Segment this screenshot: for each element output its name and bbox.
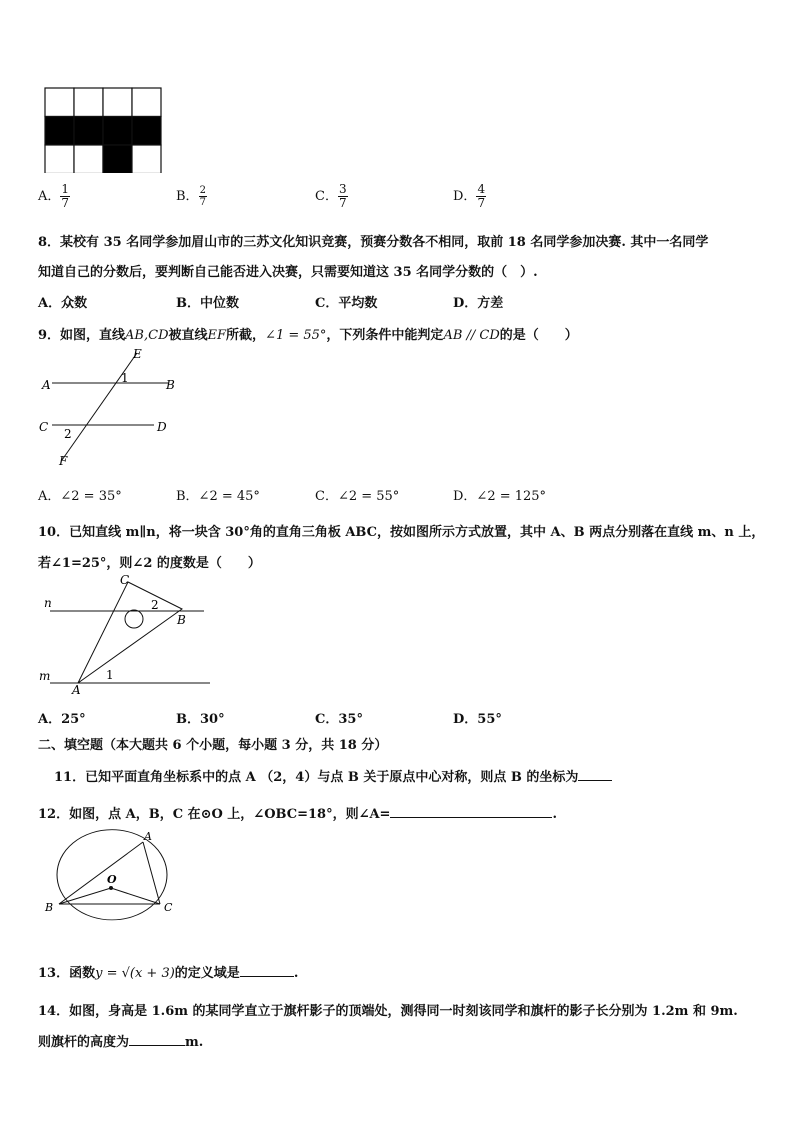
angle-1-label: 1 — [121, 371, 129, 385]
fraction: $\frac{2}{7}$ — [199, 185, 206, 208]
q10-option-b[interactable]: B．30° — [176, 712, 225, 727]
q10-option-c[interactable]: C．35° — [315, 712, 363, 727]
fraction: $\frac{1}{7}$ — [61, 182, 70, 211]
q8-stem-line1: 8．某校有 35 名同学参加眉山市的三苏文化知识竞赛，预赛分数各不相同，取前 18 名同学参加决赛. 其中一名同学 — [38, 235, 709, 250]
q8-option-d[interactable]: D．方差 — [453, 296, 504, 311]
q12-answer-blank[interactable] — [390, 805, 552, 818]
q10-figure — [36, 572, 216, 698]
grid-cell-white — [74, 88, 103, 117]
q7-option-b[interactable]: B． $\frac{2}{7}$ — [176, 185, 206, 208]
q9-option-a[interactable]: A．∠2 = 35° — [38, 489, 122, 504]
q7-option-c[interactable]: C． $\frac{3}{7}$ — [315, 182, 347, 211]
q9-stem: 9．如图，直线AB,CD被直线EF所截，∠1 = 55°，下列条件中能判定AB // CD的是（ ） — [38, 328, 578, 343]
q13-answer-blank[interactable] — [240, 964, 294, 977]
grid-cell-white — [103, 88, 132, 117]
grid-cell-white — [74, 145, 103, 173]
vertex-a-label: A — [72, 683, 81, 697]
angle-1-label: 1 — [106, 668, 114, 682]
point-c-label: C — [164, 901, 173, 914]
q12-stem: 12．如图，点 A，B，C 在⊙O 上，∠OBC=18°，则∠A= . — [38, 807, 557, 822]
fraction: $\frac{4}{7}$ — [477, 182, 486, 211]
point-a-label: A — [144, 830, 152, 843]
q11-answer-blank[interactable] — [578, 768, 612, 781]
section-2-heading: 二、填空题（本大题共 6 个小题，每小题 3 分，共 18 分） — [38, 738, 388, 753]
q9-option-d[interactable]: D．∠2 = 125° — [453, 489, 547, 504]
q14-answer-blank[interactable] — [129, 1033, 185, 1046]
label-c: C — [39, 420, 49, 434]
grid-cell-black — [132, 117, 161, 146]
fraction: $\frac{3}{7}$ — [338, 182, 347, 211]
vertex-c-label: C — [120, 573, 130, 587]
q12-circle-figure — [40, 826, 186, 924]
label-e: E — [133, 347, 142, 361]
q8-stem-line2: 知道自己的分数后，要判断自己能否进入决赛，只需要知道这 35 名同学分数的（ ）. — [38, 265, 538, 280]
angle-2-label: 2 — [64, 427, 72, 441]
point-b-label: B — [45, 901, 54, 914]
grid-cell-black — [103, 117, 132, 146]
q9-figure — [36, 344, 186, 470]
grid-cell-white — [45, 88, 74, 117]
q10-stem-line2: 若∠1=25°，则∠2 的度数是（ ） — [38, 556, 261, 571]
q14-stem-line2: 则旗杆的高度为 m. — [38, 1035, 204, 1050]
q8-option-a[interactable]: A．众数 — [38, 296, 88, 311]
label-d: D — [157, 420, 167, 434]
grid-cell-black — [45, 117, 74, 146]
q13-function: y = √(x + 3) — [95, 966, 175, 981]
vertex-b-label: B — [177, 613, 186, 627]
label-b: B — [166, 378, 175, 392]
line-n-label: n — [44, 596, 52, 610]
point-o-label: O — [107, 873, 117, 886]
q10-stem-line1: 10．已知直线 m∥n，将一块含 30°角的直角三角板 ABC，按如图所示方式放置，其中 A、B 两点分别落在直线 m、n 上， — [38, 525, 765, 540]
grid-cell-white — [132, 88, 161, 117]
q10-option-a[interactable]: A．25° — [38, 712, 86, 727]
q7-option-d[interactable]: D． $\frac{4}{7}$ — [453, 182, 486, 211]
grid-cell-black — [74, 117, 103, 146]
q8-option-c[interactable]: C．平均数 — [315, 296, 378, 311]
q9-option-b[interactable]: B．∠2 = 45° — [176, 489, 260, 504]
angle-2-label: 2 — [151, 598, 159, 612]
grid-cell-white — [45, 145, 74, 173]
label-a: A — [42, 378, 51, 392]
q10-option-d[interactable]: D．55° — [453, 712, 502, 727]
q13-stem: 13．函数y = √(x + 3)的定义域是 . — [38, 966, 299, 981]
line-m-label: m — [39, 669, 51, 683]
q7-option-a[interactable]: A． $\frac{1}{7}$ — [38, 182, 70, 211]
q8-option-b[interactable]: B．中位数 — [176, 296, 239, 311]
label-f: F — [59, 454, 68, 468]
q14-stem-line1: 14．如图，身高是 1.6m 的某同学直立于旗杆影子的顶端处，测得同一时刻该同学和旗杆的影子长分别为 1.2m 和 9m. — [38, 1004, 738, 1019]
q7-grid-figure — [44, 87, 162, 173]
grid-cell-white — [132, 145, 161, 173]
grid-cell-black — [103, 145, 132, 173]
q11-stem: 11．已知平面直角坐标系中的点 A （2，4）与点 B 关于原点中心对称，则点 B 的坐标为 — [54, 766, 612, 785]
q9-option-c[interactable]: C．∠2 = 55° — [315, 489, 400, 504]
